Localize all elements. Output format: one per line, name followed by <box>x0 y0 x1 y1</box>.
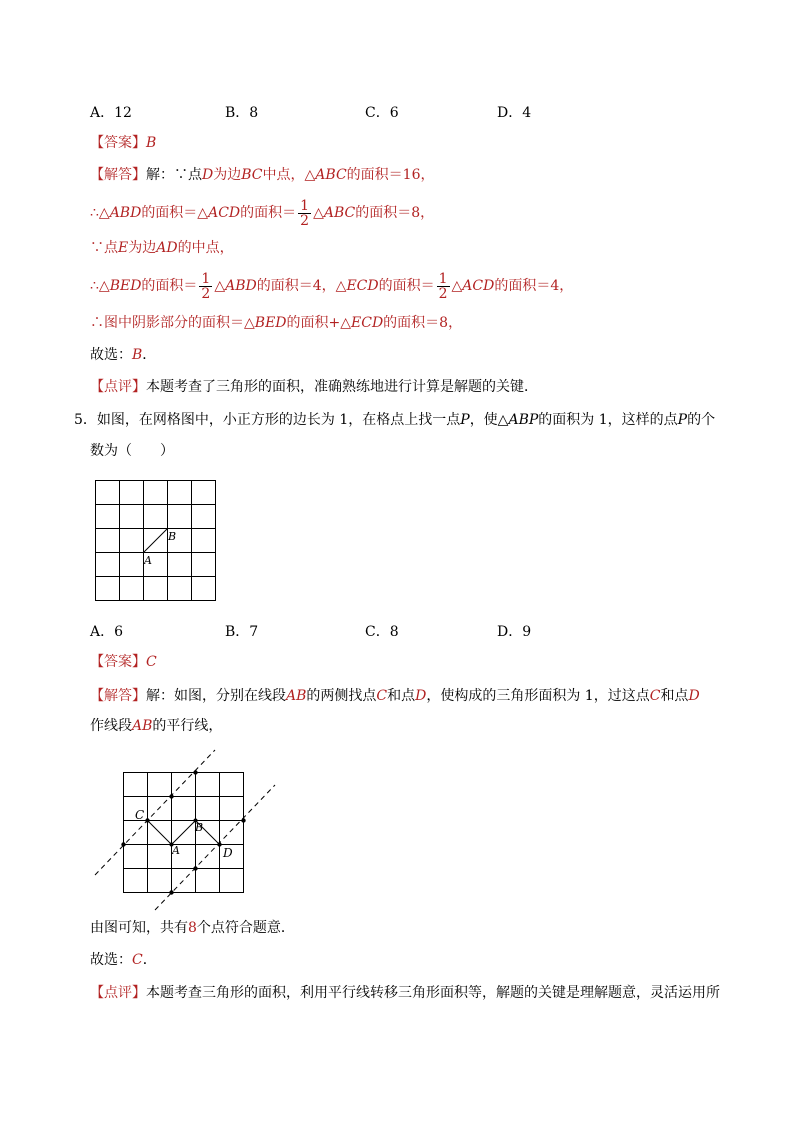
q5-option-a: A．6 <box>90 624 124 640</box>
text: D <box>415 688 427 704</box>
text: △ <box>214 278 226 294</box>
text: ABC <box>323 205 356 221</box>
answer-value: B <box>146 135 157 151</box>
text: AB <box>132 718 153 734</box>
text: 的面积＝4， <box>494 278 574 294</box>
text: ABC <box>315 167 347 183</box>
text: 作线段 <box>90 718 132 734</box>
text: 的面积＝ <box>240 205 297 221</box>
text: ECD <box>351 315 384 331</box>
label-a: A <box>172 844 180 857</box>
text: 和点 <box>387 688 416 704</box>
answer-label: 【答案】 <box>90 135 146 151</box>
fraction <box>298 199 311 228</box>
label-a: A <box>144 554 152 567</box>
parallel-line-upper <box>95 750 215 875</box>
text: C <box>649 688 661 704</box>
text <box>202 167 434 183</box>
text: ． <box>142 952 157 968</box>
q4-option-b: B．8 <box>225 105 259 121</box>
text: 的面积＝△ <box>141 205 209 221</box>
q5-comment <box>90 983 720 1003</box>
q5-option-d: D．9 <box>497 624 532 640</box>
fraction <box>437 272 450 301</box>
denominator: 2 <box>300 212 310 229</box>
text: 的面积＝8， <box>383 315 463 331</box>
q5-answer <box>90 652 157 672</box>
text: BED <box>254 315 287 331</box>
text: ABD <box>225 278 257 294</box>
text: 的两侧找点 <box>306 688 377 704</box>
text: AB <box>286 688 307 704</box>
comment-label: 【点评】 <box>90 379 146 395</box>
text: ∴△ <box>90 278 110 294</box>
text: 的个 <box>687 412 716 428</box>
text: 和点 <box>660 688 689 704</box>
text: ∴△ <box>90 205 110 221</box>
text: E <box>118 240 129 256</box>
label-d: D <box>223 846 233 860</box>
text: ABP <box>508 412 539 428</box>
q5-stem-line-1 <box>74 410 715 430</box>
text: 的面积＝8， <box>355 205 435 221</box>
text: 中点，△ <box>262 167 316 183</box>
text: D <box>202 167 214 183</box>
point <box>145 818 149 822</box>
q5-solution-line-1 <box>90 686 700 706</box>
label-b: B <box>168 530 177 543</box>
denominator: 2 <box>438 285 448 302</box>
text: BED <box>109 278 142 294</box>
point <box>193 770 197 774</box>
point <box>169 890 173 894</box>
q5-option-b: B．7 <box>225 624 259 640</box>
text: 为边 <box>213 167 242 183</box>
fraction <box>199 272 212 301</box>
text: P <box>677 412 688 428</box>
text: 5．如图，在网格图中，小正方形的边长为 1，在格点上找一点 <box>74 412 461 428</box>
point <box>217 842 221 846</box>
q5-stem-line-2: 数为（ ） <box>90 443 174 459</box>
grid-figure-1 <box>95 480 217 602</box>
label-c: C <box>135 808 145 822</box>
comment-label: 【点评】 <box>90 985 146 1001</box>
q4-solution-line-3 <box>90 238 234 258</box>
point <box>121 842 125 846</box>
text: ，使构成的三角形面积为 1，过这点 <box>426 688 650 704</box>
text: 个点符合题意． <box>196 920 295 936</box>
text: ∵点 <box>90 240 118 256</box>
text: ，使△ <box>469 412 509 428</box>
q4-option-d: D．4 <box>497 105 532 121</box>
q4-option-c: C．6 <box>365 105 399 121</box>
text: C <box>132 952 143 968</box>
text: 的面积+△ <box>286 315 352 331</box>
numerator: 1 <box>438 270 448 287</box>
text: △ <box>313 205 324 221</box>
q4-option-a: A．12 <box>90 105 132 121</box>
q4-solution-line-5 <box>90 313 462 333</box>
text: AD <box>156 240 178 256</box>
text: 的面积为 1，这样的点 <box>538 412 678 428</box>
point <box>169 794 173 798</box>
point <box>193 866 197 870</box>
text: ACD <box>462 278 495 294</box>
point <box>241 818 245 822</box>
answer-value: C <box>146 654 157 670</box>
text: 的面积＝ <box>378 278 435 294</box>
q5-choose-line <box>90 950 157 970</box>
text: ． <box>142 347 157 363</box>
text: C <box>376 688 388 704</box>
segment-ab <box>172 821 196 845</box>
q4-comment <box>90 377 538 397</box>
solution-label: 【解答】 <box>90 688 146 704</box>
text: ∴图中阴影部分的面积＝△ <box>90 315 255 331</box>
q5-option-c: C．8 <box>365 624 399 640</box>
text: 8 <box>188 920 197 936</box>
text: D <box>688 688 700 704</box>
text: 故选： <box>90 347 132 363</box>
text: 的面积＝ <box>141 278 198 294</box>
answer-label: 【答案】 <box>90 654 146 670</box>
grid-figure-2 <box>90 745 280 915</box>
q4-solution-line-2 <box>90 197 434 229</box>
comment-text: 本题考查三角形的面积，利用平行线转移三角形面积等，解题的关键是理解题意，灵活运用所 <box>146 985 720 1001</box>
text: 由图可知，共有 <box>90 920 188 936</box>
segment-ab <box>144 529 168 553</box>
numerator: 1 <box>201 270 211 287</box>
text: ECD <box>346 278 379 294</box>
text: 解：∵点 <box>146 167 202 183</box>
q5-solution-line-3 <box>90 918 295 938</box>
text: △ <box>451 278 463 294</box>
text: BC <box>241 167 263 183</box>
denominator: 2 <box>201 285 211 302</box>
text: 的面积＝16， <box>346 167 435 183</box>
q4-answer <box>90 133 156 153</box>
text: ABD <box>109 205 142 221</box>
numerator: 1 <box>300 197 310 214</box>
comment-text: 本题考查了三角形的面积，准确熟练地进行计算是解题的关键． <box>146 379 538 395</box>
text: 为边 <box>128 240 157 256</box>
text: 解：如图，分别在线段 <box>146 688 286 704</box>
text: 故选： <box>90 952 132 968</box>
text: ACD <box>208 205 241 221</box>
label-b: B <box>195 821 204 834</box>
q4-solution-line-4 <box>90 270 573 302</box>
text: 的面积＝4，△ <box>256 278 347 294</box>
q4-choose-line <box>90 345 156 365</box>
text: 的中点， <box>177 240 234 256</box>
text: P <box>460 412 470 428</box>
q4-solution-line-1 <box>90 165 434 185</box>
q5-solution-line-2 <box>90 716 222 736</box>
solution-label: 【解答】 <box>90 167 146 183</box>
text: 的平行线， <box>152 718 223 734</box>
text: B <box>132 347 143 363</box>
segment-ca <box>148 821 172 845</box>
